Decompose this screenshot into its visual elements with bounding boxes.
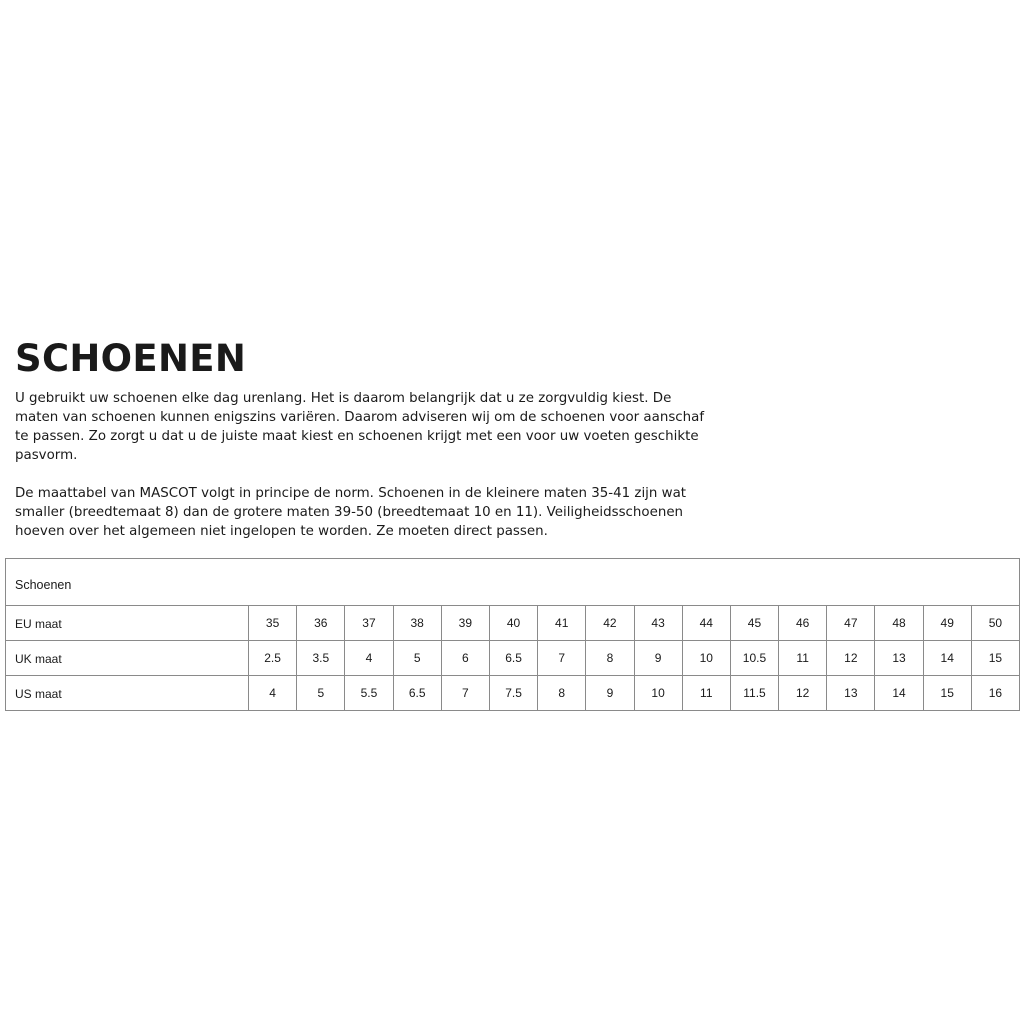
table-caption: Schoenen — [6, 559, 1020, 606]
size-cell: 6.5 — [393, 676, 441, 711]
size-cell: 35 — [249, 606, 297, 641]
page-title: SCHOENEN — [15, 337, 247, 380]
size-cell: 7.5 — [489, 676, 537, 711]
size-cell: 11 — [779, 641, 827, 676]
size-cell: 4 — [249, 676, 297, 711]
size-cell: 44 — [682, 606, 730, 641]
row-label: EU maat — [6, 606, 249, 641]
size-cell: 16 — [971, 676, 1019, 711]
row-label: US maat — [6, 676, 249, 711]
size-cell: 36 — [297, 606, 345, 641]
size-table — [5, 558, 1020, 711]
size-cell: 15 — [923, 676, 971, 711]
size-cell: 8 — [538, 676, 586, 711]
size-cell: 41 — [538, 606, 586, 641]
row-label: UK maat — [6, 641, 249, 676]
size-cell: 3.5 — [297, 641, 345, 676]
table-row-uk-size — [6, 641, 1020, 676]
size-cell: 14 — [875, 676, 923, 711]
size-cell: 39 — [441, 606, 489, 641]
size-cell: 4 — [345, 641, 393, 676]
size-cell: 14 — [923, 641, 971, 676]
size-cell: 37 — [345, 606, 393, 641]
size-cell: 42 — [586, 606, 634, 641]
size-cell: 10 — [634, 676, 682, 711]
size-cell: 10 — [682, 641, 730, 676]
size-cell: 12 — [779, 676, 827, 711]
size-cell: 49 — [923, 606, 971, 641]
size-cell: 47 — [827, 606, 875, 641]
size-cell: 5.5 — [345, 676, 393, 711]
size-table-body — [6, 559, 1020, 711]
size-cell: 5 — [297, 676, 345, 711]
size-cell: 6 — [441, 641, 489, 676]
size-cell: 9 — [634, 641, 682, 676]
size-cell: 13 — [827, 676, 875, 711]
intro-paragraph: De maattabel van MASCOT volgt in principe de norm. Schoenen in de kleinere maten 35-41 zijn wat smaller (breedtemaat 8) dan de grotere maten 39-50 (breedtemaat 10 en 11). Veiligheidsschoenen hoeven over het algemeen niet ingelopen te worden. Ze moeten direct passen. — [15, 486, 687, 539]
size-cell: 43 — [634, 606, 682, 641]
size-cell: 40 — [489, 606, 537, 641]
size-cell: 11.5 — [730, 676, 778, 711]
table-row-eu-size — [6, 606, 1020, 641]
size-cell: 12 — [827, 641, 875, 676]
size-cell: 15 — [971, 641, 1019, 676]
size-cell: 45 — [730, 606, 778, 641]
size-cell: 2.5 — [249, 641, 297, 676]
table-row-us-size — [6, 676, 1020, 711]
size-cell: 5 — [393, 641, 441, 676]
size-cell: 7 — [538, 641, 586, 676]
size-cell: 13 — [875, 641, 923, 676]
size-cell: 46 — [779, 606, 827, 641]
size-cell: 48 — [875, 606, 923, 641]
size-cell: 6.5 — [489, 641, 537, 676]
table-caption-row — [6, 559, 1020, 606]
size-cell: 11 — [682, 676, 730, 711]
size-cell: 38 — [393, 606, 441, 641]
intro-text — [15, 389, 715, 560]
size-cell: 8 — [586, 641, 634, 676]
size-cell: 50 — [971, 606, 1019, 641]
size-cell: 10.5 — [730, 641, 778, 676]
size-cell: 9 — [586, 676, 634, 711]
intro-paragraph: U gebruikt uw schoenen elke dag urenlang. Het is daarom belangrijk dat u ze zorgvuldig kiest. De maten van schoenen kunnen enigszins variëren. Daarom adviseren wij om de schoenen voor aanschaf te passen. Zo zorgt u dat u de juiste maat kiest en schoenen krijgt met een voor uw voeten geschikte pasvorm. — [15, 391, 705, 463]
size-cell: 7 — [441, 676, 489, 711]
